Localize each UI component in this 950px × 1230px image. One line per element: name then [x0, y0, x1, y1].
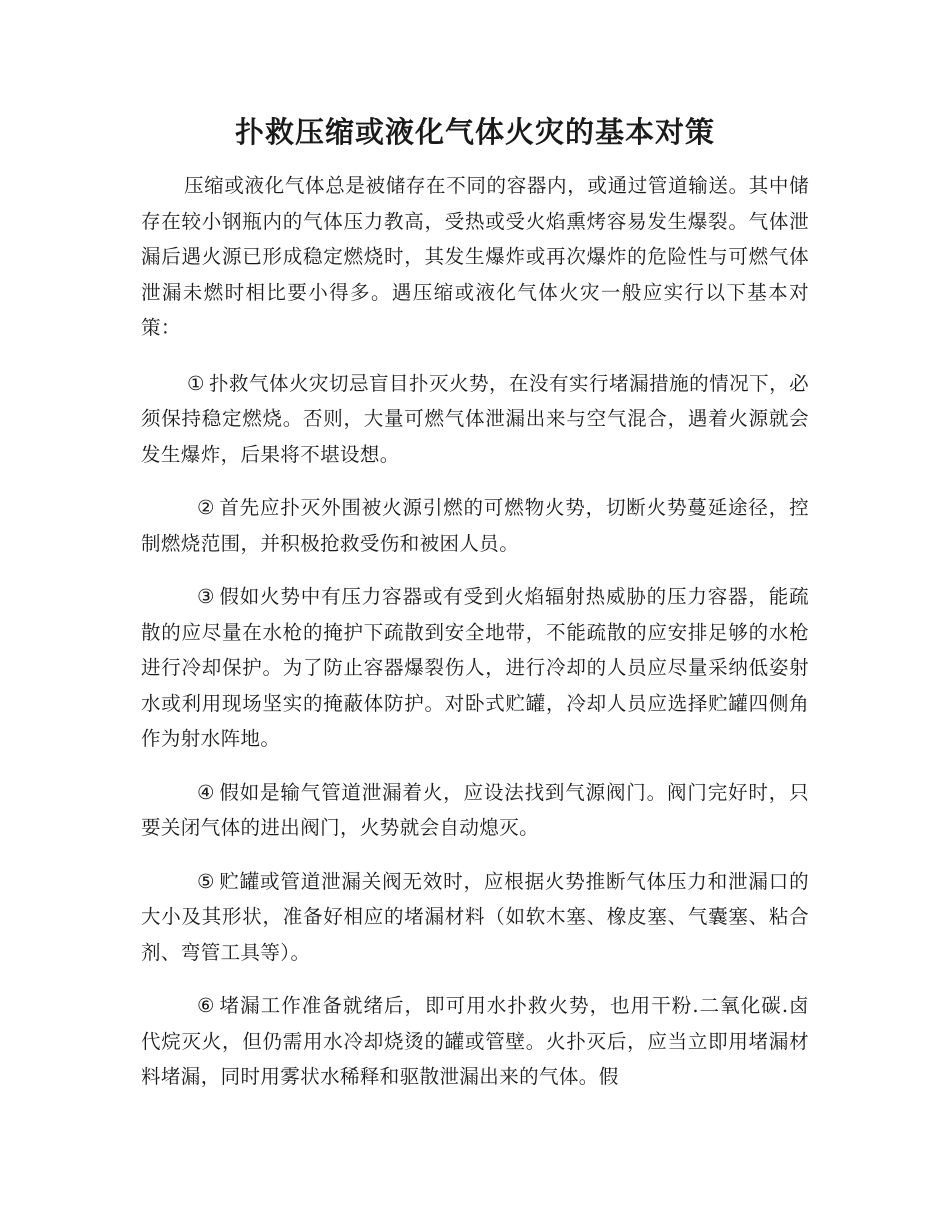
item-text: 假如是输气管道泄漏着火，应设法找到气源阀门。阀门完好时，只要关闭气体的进出阀门，火势就会自动熄灭。 [141, 780, 809, 839]
item-paragraph-1 [141, 366, 809, 473]
item-paragraph-6 [141, 988, 809, 1095]
item-text: 堵漏工作准备就绪后，即可用水扑救火势，也用干粉.二氧化碳.卤代烷灭火，但仍需用水冷却烧烫的罐或管壁。火扑灭后，应当立即用堵漏材料堵漏，同时用雾状水稀释和驱散泄漏出来的气体。假 [141, 994, 809, 1088]
item-paragraph-3 [141, 579, 809, 757]
item-marker: ④ [197, 780, 216, 804]
item-marker: ③ [197, 585, 216, 608]
item-text: 假如火势中有压力容器或有受到火焰辐射热威胁的压力容器，能疏散的应尽量在水枪的掩护下疏散到安全地带，不能疏散的应安排足够的水枪进行冷却保护。为了防止容器爆裂伤人，进行冷却的人员应尽量采纳低姿射水或利用现场坚实的掩蔽体防护。对卧式贮罐，冷却人员应选择贮罐四侧角作为射水阵地。 [141, 585, 809, 750]
item-marker: ② [197, 496, 216, 519]
item-paragraph-4 [141, 775, 809, 846]
item-text: 首先应扑灭外围被火源引燃的可燃物火势，切断火势蔓延途径，控制燃烧范围，并积极抢救受伤和被困人员。 [141, 496, 809, 555]
item-marker: ⑥ [197, 994, 216, 1017]
item-paragraph-2 [141, 490, 809, 561]
document-title: 扑救压缩或液化气体火灾的基本对策 [234, 115, 715, 149]
item-paragraph-5 [141, 864, 809, 971]
intro-paragraph: 压缩或液化气体总是被储存在不同的容器内，或通过管道输送。其中储存在较小钢瓶内的气体压力教高，受热或受火焰熏烤容易发生爆裂。气体泄漏后遇火源已形成稳定燃烧时，其发生爆炸或再次爆炸的危险性与可燃气体泄漏未燃时相比要小得多。遇压缩或液化气体火灾一般应实行以下基本对策： [141, 174, 809, 339]
item-text: 贮罐或管道泄漏关阀无效时，应根据火势推断气体压力和泄漏口的大小及其形状，准备好相应的堵漏材料（如软木塞、橡皮塞、气囊塞、粘合剂、弯管工具等）。 [141, 869, 809, 964]
item-marker: ⑤ [197, 869, 216, 893]
document-body [141, 168, 809, 1095]
item-marker: ① [187, 371, 205, 395]
item-text: 扑救气体火灾切忌盲目扑灭火势，在没有实行堵漏措施的情况下，必须保持稳定燃烧。否则，大量可燃气体泄漏出来与空气混合，遇着火源就会发生爆炸，后果将不堪设想。 [141, 371, 809, 466]
